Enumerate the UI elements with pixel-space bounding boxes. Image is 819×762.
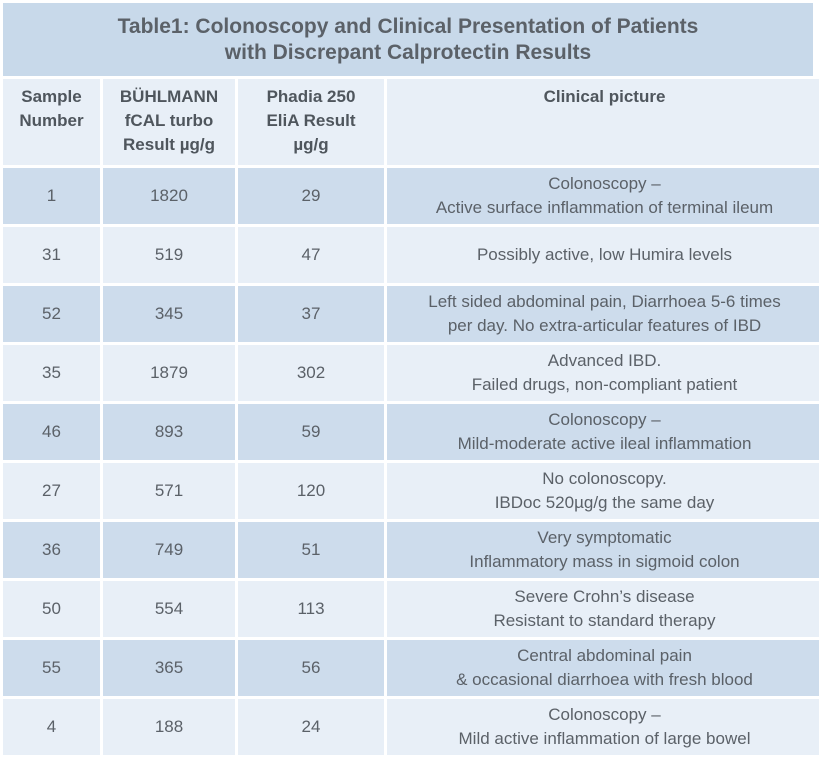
clinical-picture-cell bbox=[387, 699, 819, 755]
phadia-result-cell: 56 bbox=[238, 640, 384, 696]
clinical-picture-line: per day. No extra-articular features of IBD bbox=[447, 316, 762, 335]
header-line: Number bbox=[19, 111, 84, 130]
buhlmann-result-cell: 1820 bbox=[103, 168, 235, 224]
table-row bbox=[3, 463, 819, 519]
header-line: Sample bbox=[21, 87, 82, 106]
buhlmann-result-cell: 571 bbox=[103, 463, 235, 519]
header-line: Result µg/g bbox=[123, 135, 215, 154]
clinical-picture-line: Severe Crohn’s disease bbox=[514, 587, 695, 606]
clinical-picture-line: & occasional diarrhoea with fresh blood bbox=[456, 670, 753, 689]
phadia-result-cell: 24 bbox=[238, 699, 384, 755]
clinical-picture-line: Advanced IBD. bbox=[547, 351, 662, 370]
sample-number-cell: 31 bbox=[3, 227, 100, 283]
phadia-result-cell: 47 bbox=[238, 227, 384, 283]
data-table bbox=[0, 76, 819, 758]
table-row bbox=[3, 699, 819, 755]
table-title-line-1: Table1: Colonoscopy and Clinical Presentation of Patients bbox=[117, 14, 699, 38]
table-row bbox=[3, 168, 819, 224]
buhlmann-result-cell: 188 bbox=[103, 699, 235, 755]
clinical-picture-line: Left sided abdominal pain, Diarrhoea 5-6 times bbox=[428, 292, 781, 311]
header-clinical-picture bbox=[387, 79, 819, 165]
sample-number-cell: 55 bbox=[3, 640, 100, 696]
header-row bbox=[3, 79, 819, 165]
sample-number-cell: 46 bbox=[3, 404, 100, 460]
clinical-picture-cell bbox=[387, 581, 819, 637]
sample-number-cell: 4 bbox=[3, 699, 100, 755]
clinical-picture-cell bbox=[387, 286, 819, 342]
header-line: Phadia 250 bbox=[266, 87, 356, 106]
sample-number-cell: 36 bbox=[3, 522, 100, 578]
clinical-picture-line: IBDoc 520µg/g the same day bbox=[494, 493, 715, 512]
sample-number-cell: 1 bbox=[3, 168, 100, 224]
table-row bbox=[3, 640, 819, 696]
phadia-result-cell: 120 bbox=[238, 463, 384, 519]
clinical-picture-line: Active surface inflammation of terminal ileum bbox=[435, 198, 774, 217]
sample-number-cell: 35 bbox=[3, 345, 100, 401]
buhlmann-result-cell: 345 bbox=[103, 286, 235, 342]
header-buhlmann-result bbox=[103, 79, 235, 165]
buhlmann-result-cell: 749 bbox=[103, 522, 235, 578]
clinical-picture-line: Failed drugs, non-compliant patient bbox=[471, 375, 738, 394]
clinical-picture-line: Central abdominal pain bbox=[517, 646, 692, 665]
header-sample-number bbox=[3, 79, 100, 165]
table-title bbox=[3, 3, 813, 76]
header-line: fCAL turbo bbox=[124, 111, 214, 130]
table-row bbox=[3, 345, 819, 401]
clinical-picture-cell bbox=[387, 404, 819, 460]
clinical-picture-line: Mild active inflammation of large bowel bbox=[458, 729, 751, 748]
clinical-picture-cell bbox=[387, 168, 819, 224]
header-line: EliA Result bbox=[266, 111, 356, 130]
clinical-picture-line: Inflammatory mass in sigmoid colon bbox=[469, 552, 740, 571]
table-row bbox=[3, 522, 819, 578]
table-row bbox=[3, 581, 819, 637]
phadia-result-cell: 113 bbox=[238, 581, 384, 637]
buhlmann-result-cell: 1879 bbox=[103, 345, 235, 401]
clinical-picture-line: Very symptomatic bbox=[537, 528, 672, 547]
buhlmann-result-cell: 519 bbox=[103, 227, 235, 283]
clinical-picture-line: Colonoscopy – bbox=[548, 174, 661, 193]
table-title-line-2: with Discrepant Calprotectin Results bbox=[224, 40, 592, 64]
header-line: Clinical picture bbox=[543, 87, 666, 106]
clinical-picture-line: Colonoscopy – bbox=[548, 705, 661, 724]
header-line: BÜHLMANN bbox=[119, 87, 219, 106]
clinical-picture-cell bbox=[387, 227, 819, 283]
table-body bbox=[3, 168, 819, 755]
sample-number-cell: 52 bbox=[3, 286, 100, 342]
header-phadia-result bbox=[238, 79, 384, 165]
phadia-result-cell: 29 bbox=[238, 168, 384, 224]
clinical-picture-line: Possibly active, low Humira levels bbox=[476, 245, 733, 264]
phadia-result-cell: 37 bbox=[238, 286, 384, 342]
table-row bbox=[3, 286, 819, 342]
sample-number-cell: 27 bbox=[3, 463, 100, 519]
buhlmann-result-cell: 365 bbox=[103, 640, 235, 696]
clinical-picture-cell bbox=[387, 345, 819, 401]
clinical-picture-line: Resistant to standard therapy bbox=[493, 611, 716, 630]
phadia-result-cell: 302 bbox=[238, 345, 384, 401]
buhlmann-result-cell: 554 bbox=[103, 581, 235, 637]
phadia-result-cell: 51 bbox=[238, 522, 384, 578]
header-line: µg/g bbox=[293, 135, 329, 154]
clinical-picture-cell bbox=[387, 522, 819, 578]
clinical-picture-cell bbox=[387, 463, 819, 519]
clinical-picture-line: Mild-moderate active ileal inflammation bbox=[457, 434, 752, 453]
clinical-picture-line: No colonoscopy. bbox=[542, 469, 667, 488]
sample-number-cell: 50 bbox=[3, 581, 100, 637]
table-row bbox=[3, 404, 819, 460]
clinical-picture-line: Colonoscopy – bbox=[548, 410, 661, 429]
buhlmann-result-cell: 893 bbox=[103, 404, 235, 460]
table-row bbox=[3, 227, 819, 283]
clinical-picture-cell bbox=[387, 640, 819, 696]
phadia-result-cell: 59 bbox=[238, 404, 384, 460]
